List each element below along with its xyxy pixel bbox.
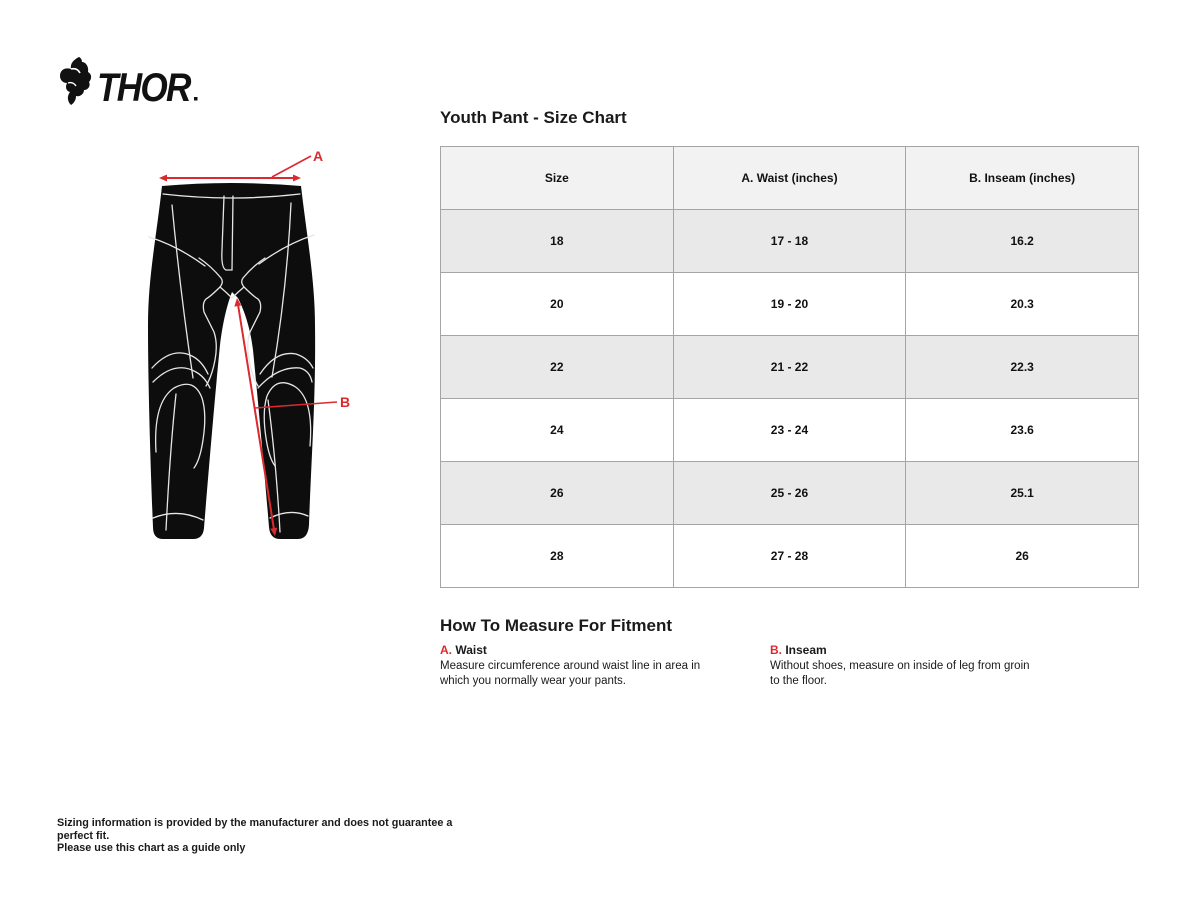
label-b: B	[340, 394, 351, 410]
page-title: Youth Pant - Size Chart	[440, 108, 627, 127]
brand-text: THOR	[97, 64, 190, 108]
thor-wordmark	[97, 65, 191, 108]
how-to-measure-heading: How To Measure For Fitment	[440, 616, 673, 635]
table-row	[441, 462, 1139, 525]
goat-head-icon	[60, 57, 91, 105]
disclaimer	[57, 817, 477, 855]
how-to-measure-section	[440, 615, 1139, 688]
measure-letter-a: A.	[440, 643, 452, 657]
measure-name-inseam: Inseam	[785, 643, 827, 657]
measure-description-inseam: Without shoes, measure on inside of leg from groin to the floor.	[770, 660, 1030, 687]
table-row	[441, 210, 1139, 273]
measure-letter-b: B.	[770, 643, 782, 657]
thor-logo	[55, 56, 205, 108]
table-cell: 25 - 26	[673, 462, 906, 525]
disclaimer-line-2: Please use this chart as a guide only	[57, 842, 246, 854]
measure-item-waist	[440, 643, 770, 688]
column-header-waist: A. Waist (inches)	[673, 147, 906, 210]
table-cell: 19 - 20	[673, 273, 906, 336]
table-cell: 22	[441, 336, 674, 399]
measure-item-inseam	[770, 643, 1090, 688]
table-row	[441, 273, 1139, 336]
table-cell: 26	[441, 462, 674, 525]
pants-diagram	[110, 140, 390, 580]
column-header-inseam: B. Inseam (inches)	[906, 147, 1139, 210]
table-cell: 20	[441, 273, 674, 336]
table-header-row	[441, 147, 1139, 210]
table-cell: 21 - 22	[673, 336, 906, 399]
table-cell: 18	[441, 210, 674, 273]
size-chart-table	[440, 146, 1139, 588]
table-cell: 22.3	[906, 336, 1139, 399]
table-cell: 16.2	[906, 210, 1139, 273]
table-row	[441, 399, 1139, 462]
table-cell: 25.1	[906, 462, 1139, 525]
measure-description-waist: Measure circumference around waist line in area in which you normally wear your pants.	[440, 660, 701, 687]
table-row	[441, 525, 1139, 588]
table-cell: 20.3	[906, 273, 1139, 336]
table-cell: 23.6	[906, 399, 1139, 462]
column-header-size: Size	[441, 147, 674, 210]
table-cell: 17 - 18	[673, 210, 906, 273]
table-cell: 28	[441, 525, 674, 588]
measure-name-waist: Waist	[455, 643, 487, 657]
disclaimer-line-1: Sizing information is provided by the manufacturer and does not guarantee a perfect fit.	[57, 817, 453, 842]
pants-silhouette	[148, 183, 315, 539]
main-content	[440, 107, 1139, 688]
table-cell: 24	[441, 399, 674, 462]
table-cell: 26	[906, 525, 1139, 588]
trademark-dot	[194, 97, 198, 101]
waist-measure-arrow	[159, 148, 323, 182]
table-cell: 27 - 28	[673, 525, 906, 588]
label-a: A	[313, 148, 324, 164]
table-cell: 23 - 24	[673, 399, 906, 462]
table-row	[441, 336, 1139, 399]
